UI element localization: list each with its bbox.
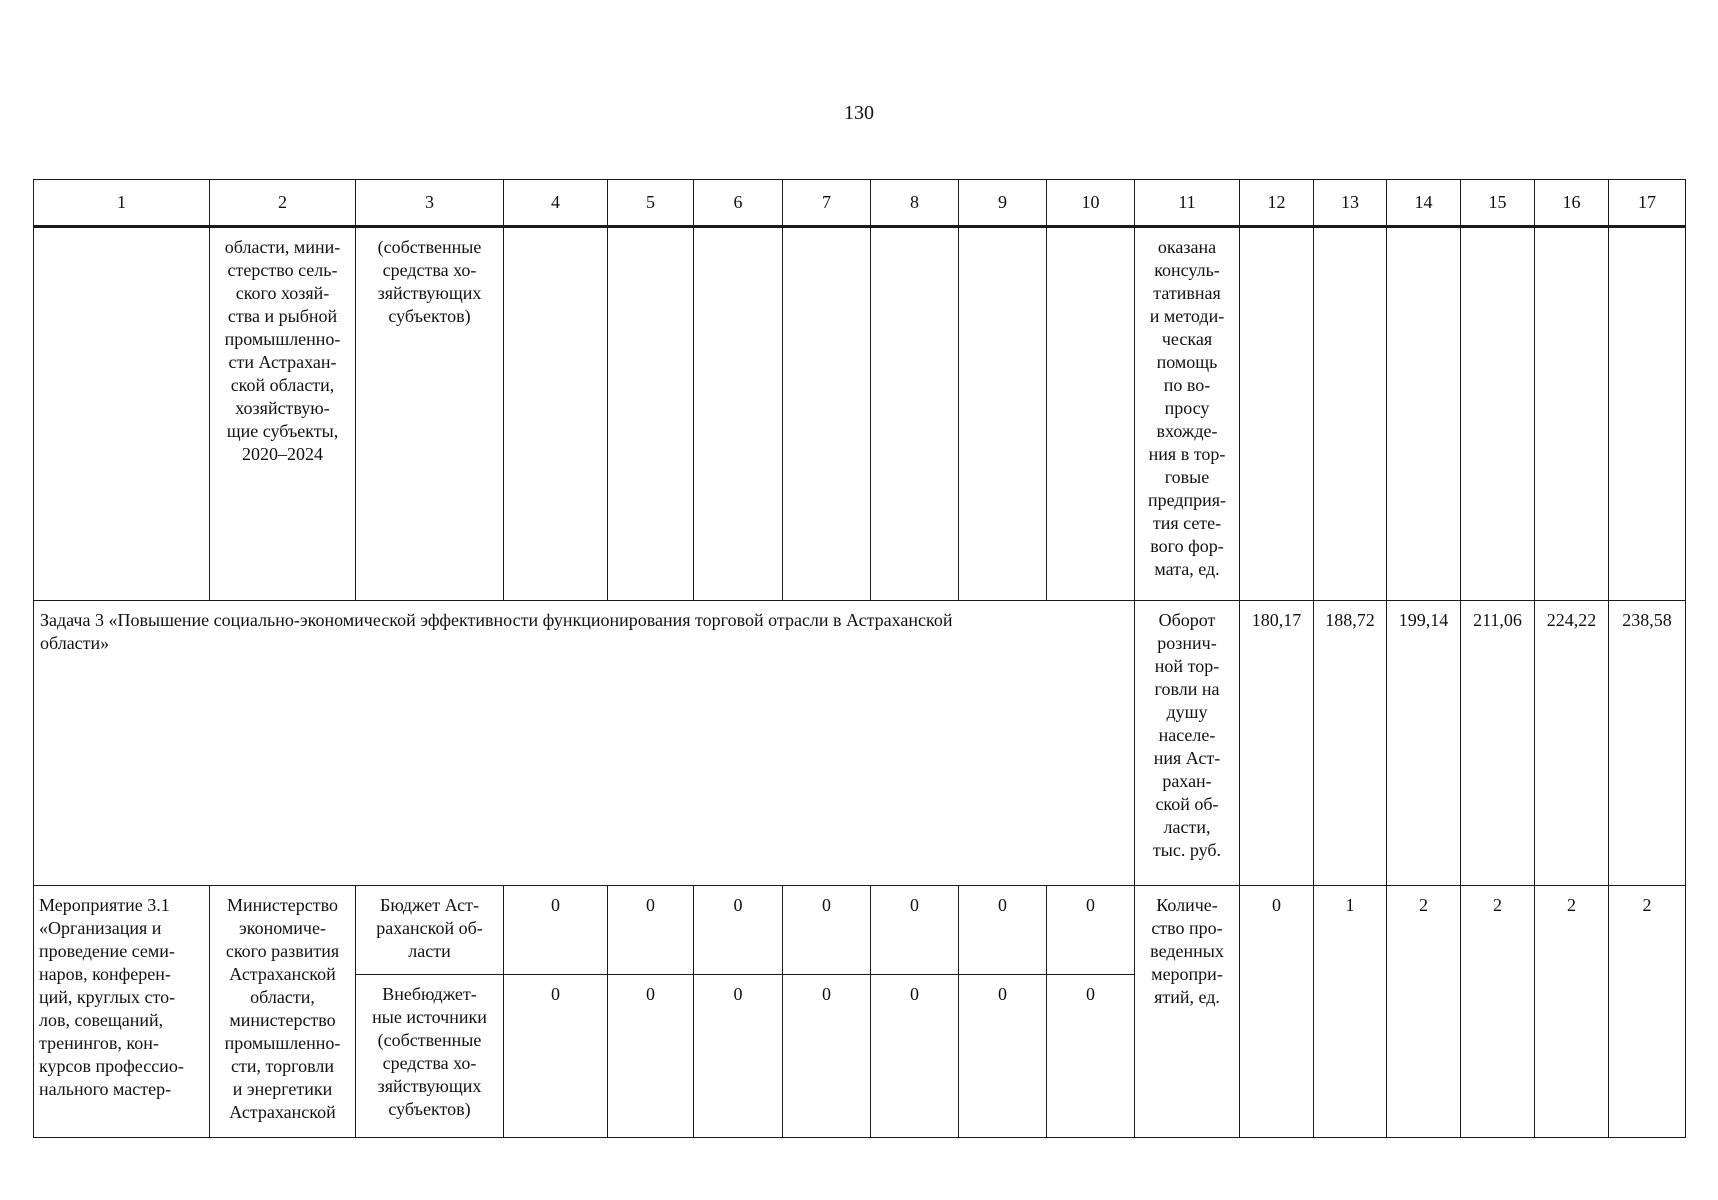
page-number: 130: [844, 102, 874, 124]
value-cell: 0: [1240, 886, 1314, 1138]
value-cell: 211,06: [1461, 601, 1535, 886]
activity-3-1-row-budget: [34, 886, 1686, 975]
value-cell: 0: [694, 886, 783, 975]
executor-cell: области, мини- стерство сель- ского хозяй- ства и рыбной промышленно- сти Астрахан- ской области, хозяйствую- щие субъекты, 2020–2024: [210, 227, 356, 601]
table-cell: [1461, 227, 1535, 601]
value-cell: 0: [504, 975, 608, 1138]
column-number: 13: [1314, 180, 1387, 227]
value-cell: 2: [1461, 886, 1535, 1138]
table-cell: [1535, 227, 1609, 601]
column-number: 9: [959, 180, 1047, 227]
table-cell: [1314, 227, 1387, 601]
table-cell: [1609, 227, 1686, 601]
value-cell: 238,58: [1609, 601, 1686, 886]
indicator-cell: Количе- ство про- веденных меропри- ятий, ед.: [1135, 886, 1240, 1138]
column-number: 1: [34, 180, 210, 227]
indicator-cell: Оборот рознич- ной тор- говли на душу населе- ния Аст- рахан- ской об- ласти, тыс. руб.: [1135, 601, 1240, 886]
column-number: 8: [871, 180, 959, 227]
table-cell: [694, 227, 783, 601]
column-number: 2: [210, 180, 356, 227]
value-cell: 0: [871, 975, 959, 1138]
table-cell: [34, 227, 210, 601]
column-number: 14: [1387, 180, 1461, 227]
column-number: 17: [1609, 180, 1686, 227]
continuation-row: [34, 227, 1686, 601]
column-number: 11: [1135, 180, 1240, 227]
column-number-row: [34, 180, 1686, 227]
funding-source-cell: Внебюджет- ные источники (собственные средства хо- зяйствующих субъектов): [356, 975, 504, 1138]
table-cell: [1387, 227, 1461, 601]
value-cell: 1: [1314, 886, 1387, 1138]
column-number: 5: [608, 180, 694, 227]
column-number: 15: [1461, 180, 1535, 227]
value-cell: 180,17: [1240, 601, 1314, 886]
table-cell: [783, 227, 871, 601]
column-number: 3: [356, 180, 504, 227]
table-cell: [504, 227, 608, 601]
value-cell: 0: [959, 975, 1047, 1138]
value-cell: 224,22: [1535, 601, 1609, 886]
funding-source-cell: (собственные средства хо- зяйствующих субъектов): [356, 227, 504, 601]
executor-cell: Министерство экономиче- ского развития Астраханской области, министерство промышленно- сти, торговли и энергетики Астраханской: [210, 886, 356, 1138]
value-cell: 0: [783, 975, 871, 1138]
column-number: 6: [694, 180, 783, 227]
value-cell: 2: [1387, 886, 1461, 1138]
value-cell: 0: [1047, 886, 1135, 975]
value-cell: 199,14: [1387, 601, 1461, 886]
value-cell: 0: [608, 975, 694, 1138]
column-number: 16: [1535, 180, 1609, 227]
table-cell: [1047, 227, 1135, 601]
task-3-row: [34, 601, 1686, 886]
value-cell: 0: [871, 886, 959, 975]
value-cell: 0: [783, 886, 871, 975]
value-cell: 0: [694, 975, 783, 1138]
task-title-cell: Задача 3 «Повышение социально-экономической эффективности функционирования торговой отрасли в Астраханской области»: [34, 601, 1135, 886]
table-cell: [1240, 227, 1314, 601]
value-cell: 0: [608, 886, 694, 975]
column-number: 12: [1240, 180, 1314, 227]
table-cell: [959, 227, 1047, 601]
value-cell: 0: [959, 886, 1047, 975]
value-cell: 2: [1535, 886, 1609, 1138]
column-number: 4: [504, 180, 608, 227]
program-table: [33, 179, 1686, 1138]
value-cell: 0: [1047, 975, 1135, 1138]
column-number: 7: [783, 180, 871, 227]
column-number: 10: [1047, 180, 1135, 227]
indicator-cell: оказана консуль- тативная и методи- ческая помощь по во- просу вхожде- ния в тор- говые предприя- тия сете- вого фор- мата, ед.: [1135, 227, 1240, 601]
value-cell: 0: [504, 886, 608, 975]
value-cell: 2: [1609, 886, 1686, 1138]
funding-source-cell: Бюджет Аст- раханской об- ласти: [356, 886, 504, 975]
value-cell: 188,72: [1314, 601, 1387, 886]
table-cell: [871, 227, 959, 601]
table-cell: [608, 227, 694, 601]
activity-name-cell: Мероприятие 3.1 «Организация и проведение семи- наров, конферен- ций, круглых сто- лов, совещаний, тренингов, кон- курсов профессио- нального мастер-: [34, 886, 210, 1138]
